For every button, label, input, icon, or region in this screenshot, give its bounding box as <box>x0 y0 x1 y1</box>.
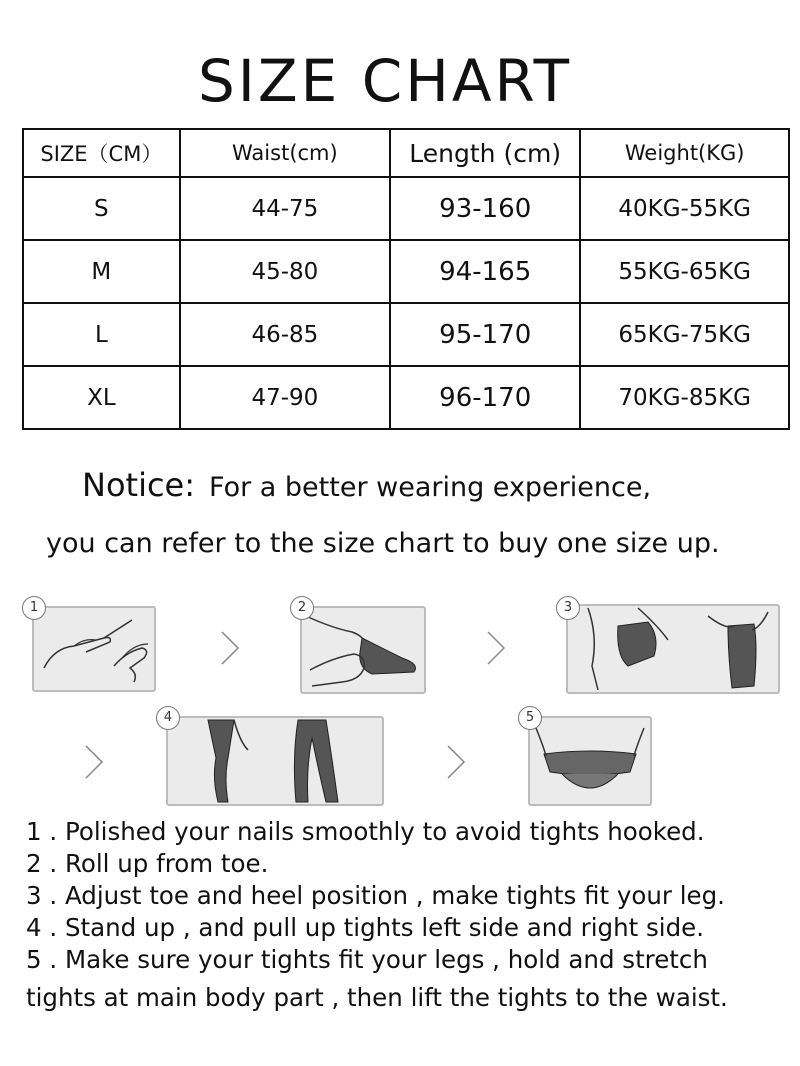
chevron-right-icon <box>82 742 106 782</box>
header-size: SIZE（CM） <box>23 129 180 177</box>
list-item: 3 . Adjust toe and heel position , make tights fit your leg. <box>26 881 725 910</box>
cell-weight: 40KG-55KG <box>580 177 789 240</box>
instruction-list <box>26 816 728 1014</box>
list-item: 1 . Polished your nails smoothly to avoid tights hooked. <box>26 817 705 846</box>
step-badge-5: 5 <box>518 706 542 730</box>
step-5-illustration <box>528 716 652 806</box>
adjust-heel-icon <box>568 606 778 692</box>
chevron-right-icon <box>218 628 242 668</box>
notice-label: Notice: <box>82 466 196 504</box>
chevron-right-icon <box>484 628 508 668</box>
cell-weight: 70KG-85KG <box>580 366 789 429</box>
cell-length: 94-165 <box>390 240 580 303</box>
cell-waist: 44-75 <box>180 177 390 240</box>
list-item: 4 . Stand up , and pull up tights left side and right side. <box>26 913 704 942</box>
cell-weight: 55KG-65KG <box>580 240 789 303</box>
step-badge-4: 4 <box>156 706 180 730</box>
cell-length: 95-170 <box>390 303 580 366</box>
notice-line-1 <box>82 466 651 504</box>
notice-text-2: you can refer to the size chart to buy one size up. <box>46 528 720 559</box>
step-4-illustration <box>166 716 384 806</box>
list-item: 5 . Make sure your tights fit your legs , hold and stretch <box>26 945 708 974</box>
cell-size: M <box>23 240 180 303</box>
notice-text-1: For a better wearing experience, <box>209 472 652 503</box>
table-row <box>23 366 789 429</box>
cell-size: S <box>23 177 180 240</box>
size-table <box>22 128 790 430</box>
header-weight: Weight(KG) <box>580 129 789 177</box>
step-badge-3: 3 <box>556 596 580 620</box>
step-badge-1: 1 <box>22 596 46 620</box>
cell-waist: 46-85 <box>180 303 390 366</box>
cell-waist: 45-80 <box>180 240 390 303</box>
pull-up-legs-icon <box>168 718 382 804</box>
page-title: SIZE CHART <box>197 47 573 115</box>
waist-stretch-icon <box>530 718 650 804</box>
hand-nail-icon <box>34 608 154 690</box>
table-header-row <box>23 129 789 177</box>
list-item-continuation: tights at main body part , then lift the tights to the waist. <box>26 983 728 1012</box>
cell-length: 93-160 <box>390 177 580 240</box>
cell-weight: 65KG-75KG <box>580 303 789 366</box>
step-3-illustration <box>566 604 780 694</box>
cell-size: XL <box>23 366 180 429</box>
table-row <box>23 303 789 366</box>
step-2-illustration <box>300 606 426 694</box>
cell-length: 96-170 <box>390 366 580 429</box>
step-badge-2: 2 <box>290 596 314 620</box>
chevron-right-icon <box>444 742 468 782</box>
header-waist: Waist(cm) <box>180 129 390 177</box>
roll-toe-icon <box>302 608 424 692</box>
cell-waist: 47-90 <box>180 366 390 429</box>
table-row <box>23 240 789 303</box>
step-1-illustration <box>32 606 156 692</box>
header-length: Length (cm) <box>390 129 580 177</box>
table-row <box>23 177 789 240</box>
list-item: 2 . Roll up from toe. <box>26 849 269 878</box>
cell-size: L <box>23 303 180 366</box>
